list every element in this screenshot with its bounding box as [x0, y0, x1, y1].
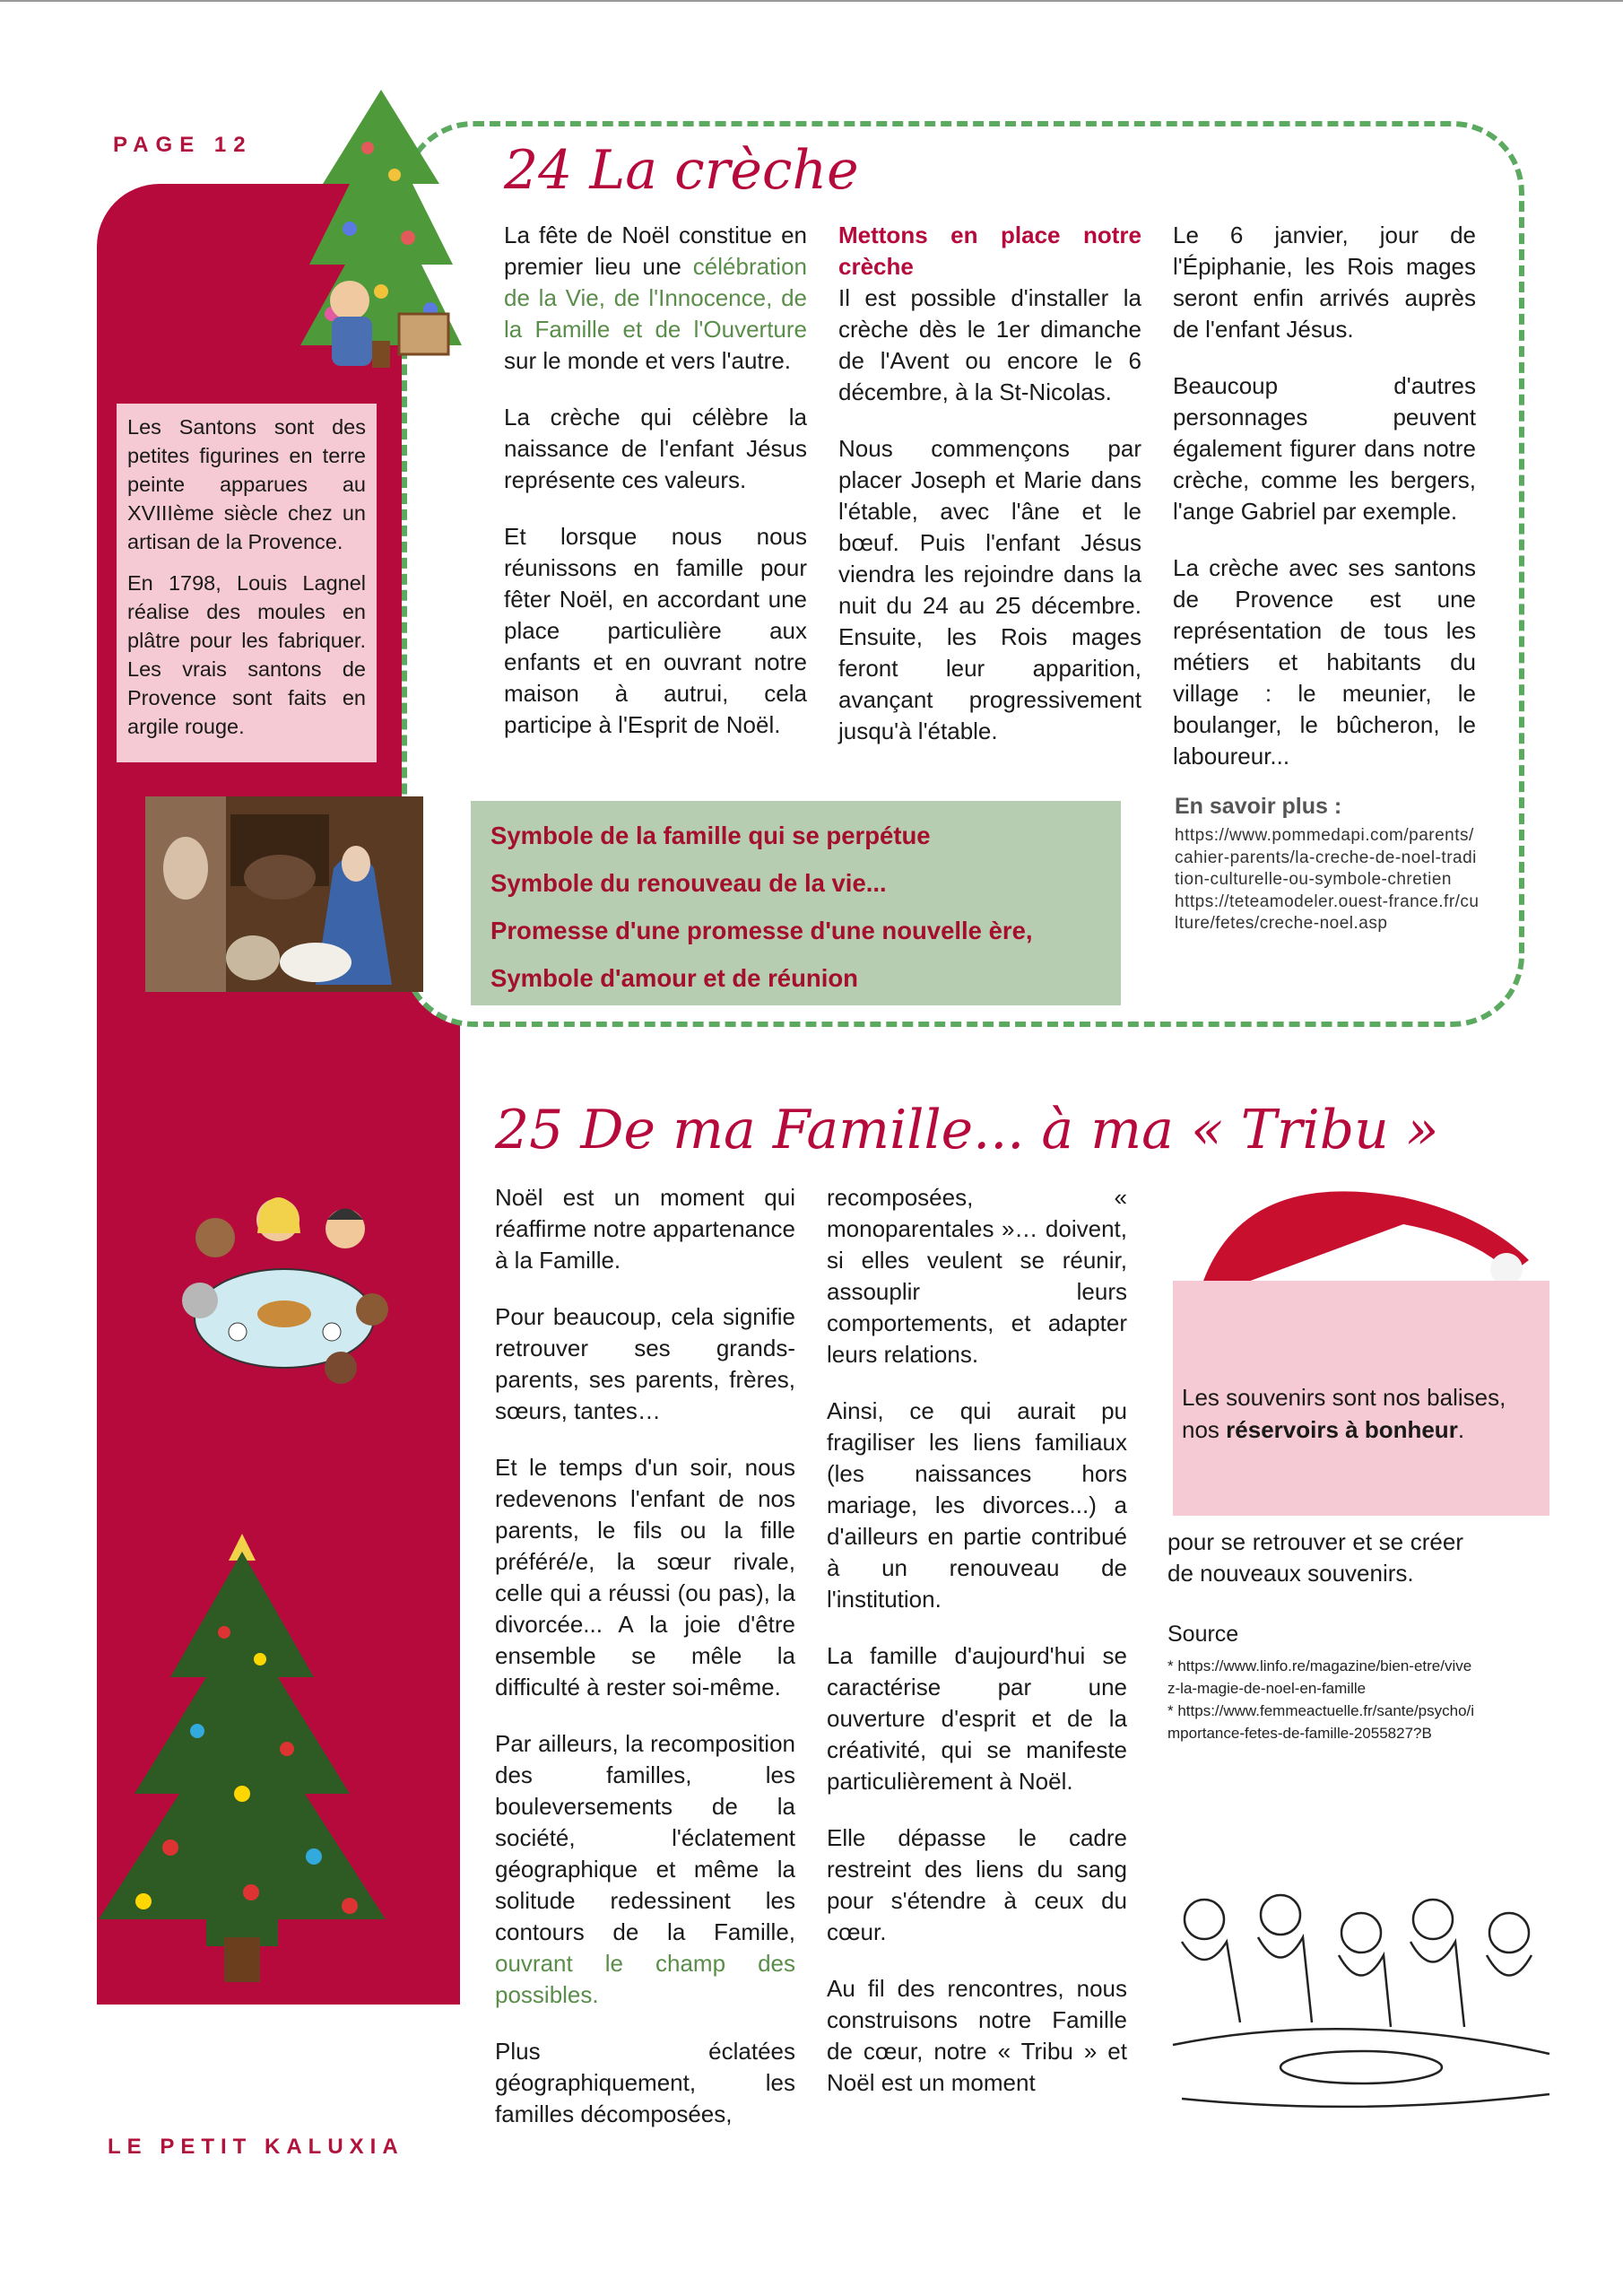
creche-c1-p3: Et lorsque nous nous réunissons en famille pour fêter Noël, en accordant une place particulière aux enfants et en ouvrant notre maison à autrui, cela participe à l'Esprit de Noël.: [504, 523, 807, 738]
top-rule: [0, 0, 1623, 2]
creche-c2-p2: Nous commençons par placer Joseph et Marie dans l'étable, avec l'âne et le bœuf. Puis l'enfant Jésus viendra les rejoindre dans la nuit du 24 au 25 décembre. Ensuite, les Rois mages feront leur apparition, avançant progressivement jusqu'à l'étable.: [838, 435, 1141, 744]
famille-c2-p1: recomposées, « monoparentales »… doivent, si elles veulent se réunir, assouplir leurs comportements, et adapter leurs relations.: [827, 1184, 1127, 1368]
creche-c1-p2: La crèche qui célèbre la naissance de l'enfant Jésus représente ces valeurs.: [504, 404, 807, 493]
creche-c2-heading: Mettons en place notre crèche: [838, 222, 1141, 280]
source-list: [1167, 1655, 1477, 1744]
more-info-links: [1175, 825, 1480, 935]
famille-c1-p1: Noël est un moment qui réaffirme notre appartenance à la Famille.: [495, 1184, 795, 1274]
creche-column-3: [1173, 220, 1476, 797]
creche-c3-p3: La crèche avec ses santons de Provence est une représentation de tous les métiers et habitants du village : le meunier, le boulanger, le bûcheron, le laboureur...: [1173, 554, 1476, 770]
famille-c1-p4: [495, 1728, 795, 2011]
famille-c1-p2: Pour beaucoup, cela signifie retrouver ses grands-parents, ses parents, frères, sœurs, tantes…: [495, 1303, 795, 1424]
source-link-2[interactable]: * https://www.femmeactuelle.fr/sante/psycho/importance-fetes-de-famille-2055827?B: [1167, 1702, 1475, 1742]
page-label: PAGE 12: [113, 133, 253, 157]
famille-column-3: [1167, 1526, 1463, 1614]
symbol-item: Symbole d'amour et de réunion: [490, 964, 858, 992]
nativity-photo: [145, 796, 423, 992]
famille-column-1: [495, 1182, 795, 2155]
more-info-link-1[interactable]: https://www.pommedapi.com/parents/cahier-parents/la-creche-de-noel-tradition-culturelle-ou-symbole-chretien: [1175, 826, 1477, 889]
famille-c2-p4: Elle dépasse le cadre restreint des liens du sang pour s'étendre à ceux du cœur.: [827, 1824, 1127, 1945]
souvenirs-quote: [1182, 1381, 1549, 1446]
friends-sketch-illustration: [1164, 1883, 1558, 2112]
symbol-item: Promesse d'une promesse d'une nouvelle ère,: [490, 917, 1033, 944]
source-title: Source: [1167, 1622, 1239, 1647]
newsletter-footer-label: LE PETIT KALUXIA: [108, 2135, 404, 2159]
famille-c1-p5: Plus éclatées géographiquement, les familles décomposées,: [495, 2038, 795, 2127]
creche-title: 24 La crèche: [504, 139, 859, 202]
santons-note-box: [117, 404, 377, 762]
more-info-link-2[interactable]: https://teteamodeler.ouest-france.fr/culture/fetes/creche-noel.asp: [1175, 891, 1480, 933]
famille-c3-p1: pour se retrouver et se créer de nouveaux souvenirs.: [1167, 1528, 1463, 1587]
creche-c1-p1-text: La fête de Noël constitue en premier lieu une: [504, 222, 807, 280]
christmas-tree-illustration: [63, 1525, 421, 2009]
creche-c1-p1-highlight: célébration de la Vie, de l'Innocence, de la Famille et de l'Ouverture: [504, 253, 807, 343]
famille-title: 25 De ma Famille... à ma « Tribu »: [495, 1099, 1439, 1161]
famille-c2-p3: La famille d'aujourd'hui se caractérise par une ouverture d'esprit et de la créativité, qui se manifeste particulièrement à Noël.: [827, 1642, 1127, 1795]
more-info-title: En savoir plus :: [1175, 794, 1342, 819]
source-link-1[interactable]: * https://www.linfo.re/magazine/bien-etre/vivez-la-magie-de-noel-en-famille: [1167, 1657, 1472, 1697]
creche-column-1: [504, 220, 807, 766]
santons-note-p2: En 1798, Louis Lagnel réalise des moules en plâtre pour les fabriquer. Les vrais santons de Provence sont faits en argile rouge.: [127, 571, 366, 738]
creche-c3-p2: Beaucoup d'autres personnages peuvent également figurer dans notre crèche, comme les bergers, l'ange Gabriel par exemple.: [1173, 372, 1476, 525]
family-dinner-illustration: [175, 1184, 395, 1395]
symbols-box: [471, 801, 1121, 1005]
famille-column-2: [827, 1182, 1127, 2124]
creche-c3-p1: Le 6 janvier, jour de l'Épiphanie, les Rois mages seront enfin arrivés auprès de l'enfant Jésus.: [1173, 222, 1476, 343]
symbol-item: Symbole de la famille qui se perpétue: [490, 822, 931, 849]
quote-text-bold: réservoirs à bonheur: [1226, 1416, 1458, 1443]
famille-c2-p2: Ainsi, ce qui aurait pu fragiliser les liens familiaux (les naissances hors mariage, les divorces...) a d'ailleurs en partie contribué à un renouveau de l'institution.: [827, 1397, 1127, 1613]
creche-c1-p1: [504, 220, 807, 377]
creche-c2-p1: Il est possible d'installer la crèche dès le 1er dimanche de l'Avent ou encore le 6 décembre, à la St-Nicolas.: [838, 284, 1141, 405]
symbol-item: Symbole du renouveau de la vie...: [490, 869, 887, 897]
tree-child-illustration: [296, 85, 466, 390]
famille-c1-p4-text: Par ailleurs, la recomposition des familles, les bouleversements de la société, l'éclatement géographique et même la solitude redessinent les contours de la Famille,: [495, 1730, 795, 1945]
quote-text-a: Les souvenirs sont nos balises, nos: [1182, 1384, 1506, 1443]
creche-column-2: [838, 220, 1141, 772]
famille-c1-p4-highlight: ouvrant le champ des possibles.: [495, 1950, 795, 2008]
santons-note-p1: Les Santons sont des petites figurines en terre peinte apparues au XVIIIème siècle chez un artisan de la Provence.: [127, 415, 366, 553]
creche-c1-p1-end: sur le monde et vers l'autre.: [504, 347, 791, 374]
famille-c1-p3: Et le temps d'un soir, nous redevenons l'enfant de nos parents, le fils ou la fille préféré/e, la sœur rivale, celle qui a réussi (ou pas), la divorcée... A la joie d'être ensemble se mêle la difficulté à rester soi-même.: [495, 1454, 795, 1700]
quote-text-end: .: [1457, 1416, 1465, 1443]
famille-c2-p5: Au fil des rencontres, nous construisons notre Famille de cœur, notre « Tribu » et Noël est un moment: [827, 1975, 1127, 2096]
